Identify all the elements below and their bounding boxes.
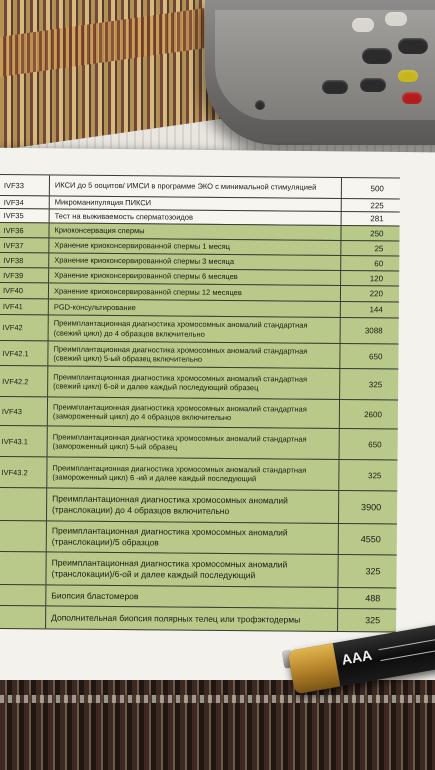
service-price: 250 [370, 228, 384, 238]
price-table [0, 175, 400, 632]
table-row [0, 340, 399, 369]
service-description: Тест на выживаемость сперматозоидов [50, 209, 342, 225]
service-description: Преимплантационная диагностика хромосомных аномалий стандартная (замороженный цикл) 5-ый образец [48, 426, 340, 459]
service-description: Преимплантационная диагностика хромосомных аномалий стандартная (свежий цикл) 6-ой и далее каждый последующий образец [48, 366, 340, 399]
service-code [0, 521, 47, 551]
service-description: Преимплантационная диагностика хромосомных аномалий (транслокации)/5 образцов [47, 521, 339, 554]
remote-button [322, 80, 348, 94]
service-price: 500 [370, 183, 384, 193]
remote-button-red [402, 92, 422, 104]
tablecloth-bottom [0, 680, 435, 770]
service-code: IVF36 [0, 223, 50, 237]
remote-button [385, 12, 407, 26]
service-code [0, 488, 47, 520]
service-code [0, 552, 47, 584]
table-row [0, 425, 398, 460]
service-price: 325 [365, 566, 381, 577]
service-description: Хранение криоконсервированной спермы 1 месяц [49, 238, 341, 255]
remote-button [360, 78, 386, 92]
table-row [0, 396, 398, 429]
service-code: IVF35 [0, 209, 50, 222]
service-description: Хранение криоконсервированной спермы 12 месяцев [49, 283, 341, 301]
service-code: IVF33 [0, 175, 50, 195]
service-code: IVF43.1 [0, 426, 48, 456]
service-description: PGD-консультирование [49, 299, 341, 317]
service-price: 325 [365, 615, 381, 626]
service-description: ИКСИ до 5 ооцитов/ ИМСИ в программе ЭКО с минимальной стимуляцией [50, 175, 342, 198]
service-code: IVF38 [0, 253, 49, 267]
service-price: 25 [374, 243, 384, 253]
remote-button [398, 38, 428, 54]
tablecloth-bottom-stripe [0, 695, 435, 703]
table-row [0, 365, 398, 400]
service-code: IVF39 [0, 268, 49, 282]
service-price: 3088 [364, 326, 383, 336]
service-code [0, 606, 46, 628]
remote-button [362, 48, 392, 64]
battery-label-band [379, 637, 435, 661]
service-price: 225 [370, 200, 384, 210]
service-description: Биопсия бластомеров [46, 585, 338, 608]
service-description: Микроманипуляция ПИКСИ [50, 196, 342, 211]
table-row [0, 551, 397, 588]
service-code: IVF42.2 [0, 366, 48, 396]
battery-cap [287, 643, 340, 694]
service-price: 650 [369, 351, 383, 361]
table-row [0, 605, 396, 632]
service-price: 3900 [361, 502, 382, 513]
service-code: IVF42.1 [0, 341, 49, 365]
service-price: 488 [365, 593, 381, 604]
service-price: 281 [370, 214, 384, 224]
service-code: IVF34 [0, 196, 50, 208]
table-row [0, 487, 397, 524]
table-row [0, 520, 397, 555]
remote-button-yellow [398, 70, 418, 82]
service-price: 60 [374, 258, 384, 268]
service-description: Хранение криоконсервированной спермы 6 месяцев [49, 268, 341, 285]
service-code [0, 585, 46, 605]
remote-control-top [215, 10, 435, 120]
service-price: 325 [368, 379, 383, 389]
service-description: Дополнительная биопсия полярных телец или трофэктодермы [46, 606, 338, 631]
service-description: Преимплантационная диагностика хромосомных аномалий стандартная (свежий цикл) до 4 образцов включительно [49, 315, 341, 343]
service-code: IVF43.2 [0, 457, 48, 487]
service-code: IVF37 [0, 238, 49, 252]
table-row [0, 314, 399, 344]
service-description: Хранение криоконсервированной спермы 3 месяца [49, 253, 341, 270]
service-description: Преимплантационная диагностика хромосомных аномалий стандартная (свежий цикл) 5-ый образец включительно [48, 341, 340, 368]
service-price: 220 [369, 289, 384, 299]
battery-brand-text: AAA [340, 646, 374, 668]
service-description: Криоконсервация спермы [49, 223, 341, 240]
service-price: 4550 [360, 534, 381, 545]
service-code: IVF43 [0, 397, 48, 425]
remote-button [352, 18, 374, 32]
service-description: Преимплантационная диагностика хромосомных аномалий стандартная (замороженный цикл) до 4 образцов включительно [48, 397, 340, 428]
service-description: Преимплантационная диагностика хромосомных аномалий стандартная (замороженный цикл) 6 -ий и далее каждый последующий [47, 457, 339, 490]
service-price: 120 [369, 273, 384, 283]
service-code: IVF41 [0, 299, 49, 314]
service-price: 325 [367, 470, 382, 480]
service-price: 650 [368, 439, 382, 449]
service-price: 2600 [364, 409, 382, 419]
service-code: IVF42 [0, 315, 49, 340]
service-code: IVF40 [0, 283, 49, 298]
service-price: 144 [369, 305, 383, 315]
service-description: Преимплантационная диагностика хромосомных аномалий (транслокации)/6-ой и далее каждый последующий [46, 552, 338, 587]
service-description: Преимплантационная диагностика хромосомных аномалий (транслокации) до 4 образцов включительно [47, 488, 339, 523]
remote-button [255, 100, 265, 110]
table-row [0, 456, 398, 491]
